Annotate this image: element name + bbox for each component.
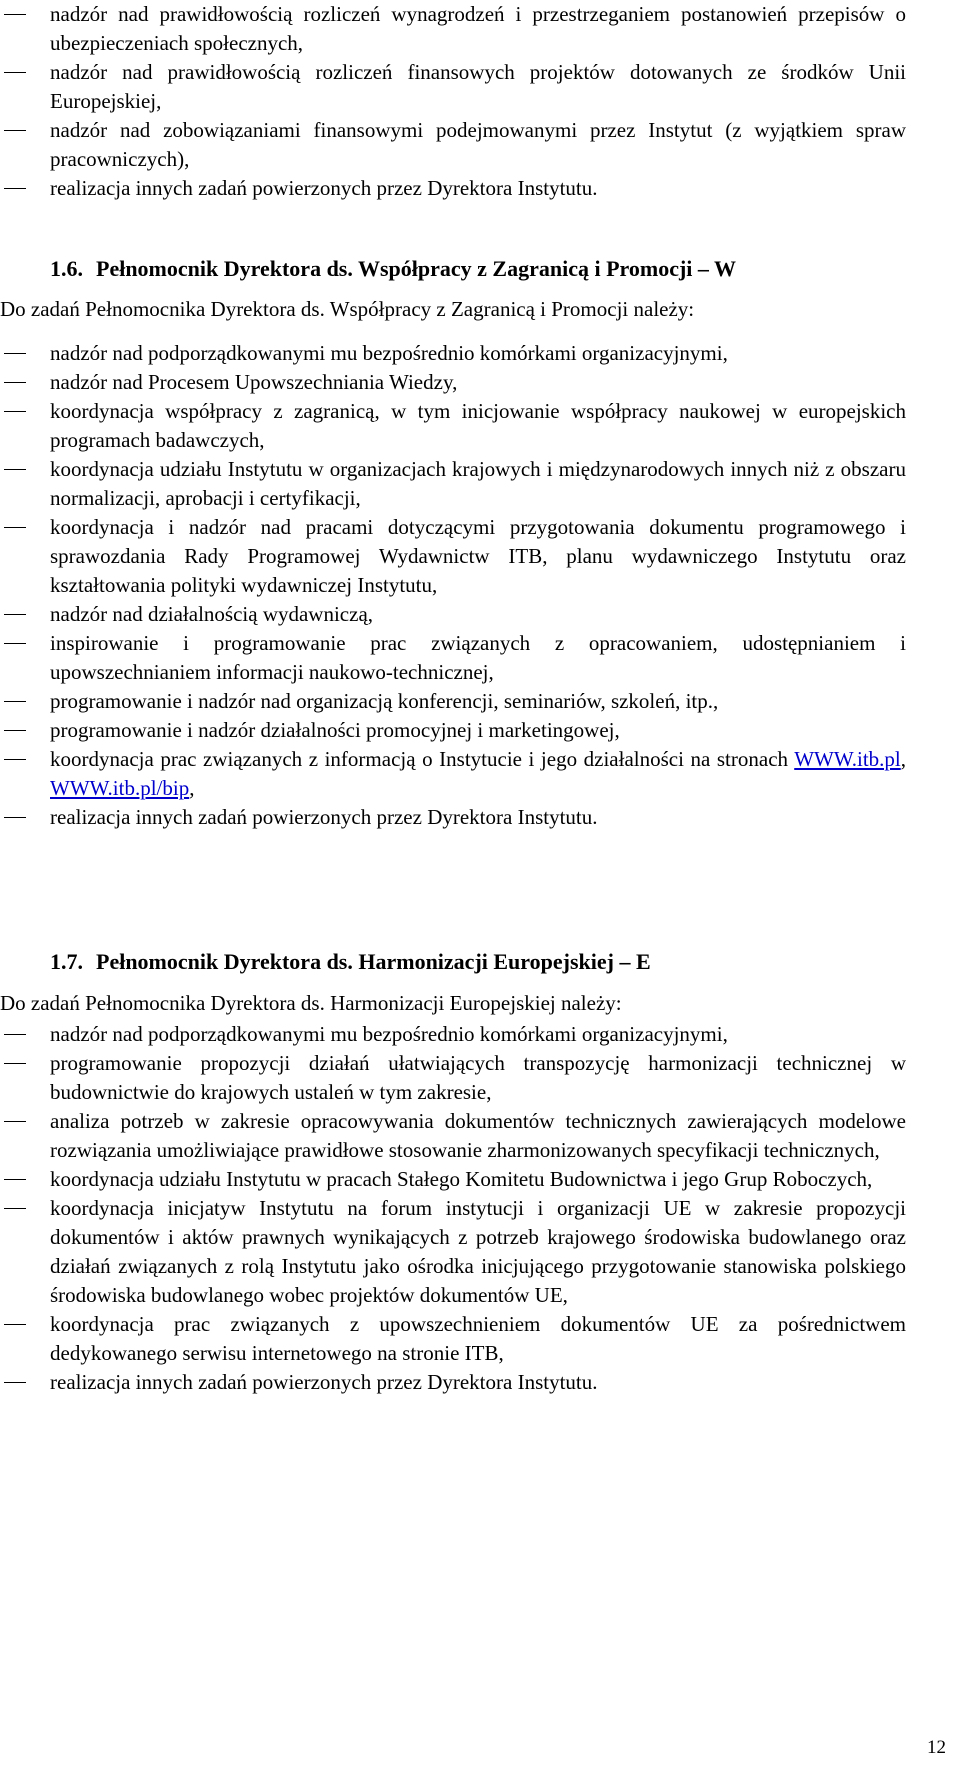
dash-bullet — [4, 382, 26, 383]
itb-website-link[interactable]: WWW.itb.pl — [794, 747, 901, 771]
section-1-7-list — [0, 1020, 906, 1397]
dash-bullet — [4, 469, 26, 470]
top-list — [0, 0, 906, 203]
section-number: 1.6. — [50, 256, 83, 281]
list-item: koordynacja prac związanych z upowszechnieniem dokumentów UE za pośrednictwem dedykowanego serwisu internetowego na stronie ITB, — [0, 1310, 906, 1368]
dash-bullet — [4, 701, 26, 702]
itb-bip-link[interactable]: WWW.itb.pl/bip — [50, 776, 190, 800]
list-item: programowanie i nadzór nad organizacją konferencji, seminariów, szkoleń, itp., — [0, 687, 906, 716]
dash-bullet — [4, 14, 26, 15]
list-item: nadzór nad zobowiązaniami finansowymi podejmowanymi przez Instytut (z wyjątkiem spraw pracowniczych), — [0, 116, 906, 174]
section-title: Pełnomocnik Dyrektora ds. Współpracy z Zagranicą i Promocji – W — [96, 256, 737, 281]
section-heading-1-6 — [50, 254, 736, 284]
list-item: realizacja innych zadań powierzonych przez Dyrektora Instytutu. — [0, 174, 906, 203]
section-intro-1-6: Do zadań Pełnomocnika Dyrektora ds. Współpracy z Zagranicą i Promocji należy: — [0, 297, 695, 321]
section-heading-1-7 — [50, 947, 651, 977]
dash-bullet — [4, 1034, 26, 1035]
list-item: koordynacja inicjatyw Instytutu na forum instytucji i organizacji UE w zakresie propozycji dokumentów i aktów prawnych wynikających z potrzeb krajowego środowiska budowlanego oraz działań związanych z rolą Instytutu jako ośrodka inicjującego przygotowanie stanowiska polskiego środowiska budowlanego wobec projektów dokumentów UE, — [0, 1194, 906, 1310]
dash-bullet — [4, 1208, 26, 1209]
section-1-6-list — [0, 339, 906, 832]
list-item: koordynacja udziału Instytutu w organizacjach krajowych i międzynarodowych innych niż z obszaru normalizacji, aprobacji i certyfikacji, — [0, 455, 906, 513]
dash-bullet — [4, 1382, 26, 1383]
dash-bullet — [4, 72, 26, 73]
list-item: programowanie propozycji działań ułatwiających transpozycję harmonizacji technicznej w budownictwie do krajowych ustaleń w tym zakresie, — [0, 1049, 906, 1107]
list-item: programowanie i nadzór działalności promocyjnej i marketingowej, — [0, 716, 906, 745]
list-item: realizacja innych zadań powierzonych przez Dyrektora Instytutu. — [0, 803, 906, 832]
dash-bullet — [4, 353, 26, 354]
dash-bullet — [4, 759, 26, 760]
section-title: Pełnomocnik Dyrektora ds. Harmonizacji Europejskiej – E — [96, 949, 651, 974]
dash-bullet — [4, 1324, 26, 1325]
dash-bullet — [4, 527, 26, 528]
list-item: koordynacja prac związanych z informacją o Instytucie i jego działalności na stronach WWW.itb.pl, WWW.itb.pl/bip, — [0, 745, 906, 803]
list-item: nadzór nad Procesem Upowszechniania Wiedzy, — [0, 368, 906, 397]
list-item: nadzór nad prawidłowością rozliczeń finansowych projektów dotowanych ze środków Unii Europejskiej, — [0, 58, 906, 116]
list-item: nadzór nad działalnością wydawniczą, — [0, 600, 906, 629]
dash-bullet — [4, 130, 26, 131]
list-item: nadzór nad prawidłowością rozliczeń wynagrodzeń i przestrzeganiem postanowień przepisów o ubezpieczeniach społecznych, — [0, 0, 906, 58]
section-number: 1.7. — [50, 949, 83, 974]
list-item: koordynacja udziału Instytutu w pracach Stałego Komitetu Budownictwa i jego Grup Roboczych, — [0, 1165, 906, 1194]
dash-bullet — [4, 817, 26, 818]
list-item: koordynacja i nadzór nad pracami dotyczącymi przygotowania dokumentu programowego i sprawozdania Rady Programowej Wydawnictw ITB, planu wydawniczego Instytutu oraz kształtowania polityki wydawniczej Instytutu, — [0, 513, 906, 600]
dash-bullet — [4, 614, 26, 615]
list-item: nadzór nad podporządkowanymi mu bezpośrednio komórkami organizacyjnymi, — [0, 1020, 906, 1049]
list-item: nadzór nad podporządkowanymi mu bezpośrednio komórkami organizacyjnymi, — [0, 339, 906, 368]
dash-bullet — [4, 411, 26, 412]
dash-bullet — [4, 1121, 26, 1122]
list-item: koordynacja współpracy z zagranicą, w tym inicjowanie współpracy naukowej w europejskich programach badawczych, — [0, 397, 906, 455]
dash-bullet — [4, 188, 26, 189]
dash-bullet — [4, 643, 26, 644]
section-intro-1-7: Do zadań Pełnomocnika Dyrektora ds. Harmonizacji Europejskiej należy: — [0, 991, 622, 1015]
dash-bullet — [4, 1179, 26, 1180]
dash-bullet — [4, 1063, 26, 1064]
dash-bullet — [4, 730, 26, 731]
list-item: inspirowanie i programowanie prac związanych z opracowaniem, udostępnianiem i upowszechnianiem informacji naukowo-technicznej, — [0, 629, 906, 687]
page-number: 12 — [927, 1737, 946, 1758]
list-item: realizacja innych zadań powierzonych przez Dyrektora Instytutu. — [0, 1368, 906, 1397]
list-item: analiza potrzeb w zakresie opracowywania dokumentów technicznych zawierających modelowe rozwiązania umożliwiające prawidłowe stosowanie zharmonizowanych specyfikacji technicznych, — [0, 1107, 906, 1165]
